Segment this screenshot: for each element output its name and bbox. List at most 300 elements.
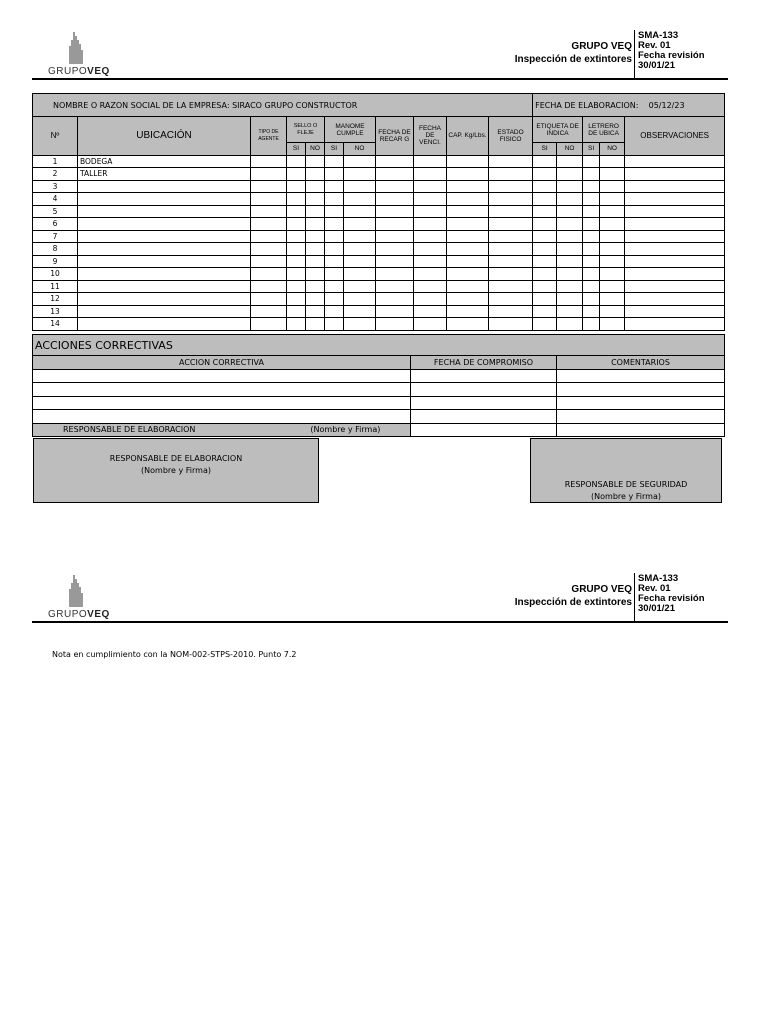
- table-cell[interactable]: [287, 293, 306, 306]
- cell[interactable]: [33, 369, 411, 383]
- table-cell[interactable]: [600, 168, 625, 181]
- col-cap: CAP. Kg/Lbs.: [447, 117, 489, 156]
- table-cell[interactable]: [533, 305, 557, 318]
- row-number: 9: [33, 255, 78, 268]
- table-cell[interactable]: [625, 305, 725, 318]
- table-cell[interactable]: [414, 293, 447, 306]
- table-cell[interactable]: [600, 205, 625, 218]
- table-cell[interactable]: [344, 230, 376, 243]
- table-cell[interactable]: [489, 168, 533, 181]
- elaboration-label: FECHA DE ELABORACION:: [535, 100, 639, 110]
- table-cell[interactable]: [325, 280, 344, 293]
- table-cell[interactable]: [344, 268, 376, 281]
- table-cell[interactable]: [533, 155, 557, 168]
- cell[interactable]: [411, 396, 557, 410]
- table-cell[interactable]: [344, 305, 376, 318]
- table-cell[interactable]: [376, 255, 414, 268]
- table-cell[interactable]: [287, 230, 306, 243]
- table-cell[interactable]: [489, 293, 533, 306]
- table-cell[interactable]: [600, 318, 625, 331]
- table-cell[interactable]: [625, 205, 725, 218]
- table-row: [33, 255, 725, 268]
- table-cell[interactable]: [625, 218, 725, 231]
- table-cell[interactable]: [325, 193, 344, 206]
- table-cell[interactable]: [447, 243, 489, 256]
- table-cell[interactable]: [325, 243, 344, 256]
- table-cell[interactable]: [600, 180, 625, 193]
- table-cell[interactable]: [287, 280, 306, 293]
- table-cell[interactable]: [447, 280, 489, 293]
- table-cell[interactable]: [306, 268, 325, 281]
- table-cell[interactable]: [489, 255, 533, 268]
- table-row: [33, 168, 725, 181]
- table-cell[interactable]: [251, 318, 287, 331]
- row-ubicacion[interactable]: TALLER: [78, 168, 251, 181]
- table-cell[interactable]: [489, 268, 533, 281]
- table-cell[interactable]: [414, 180, 447, 193]
- doc-code: SMA-133: [638, 573, 679, 584]
- table-cell[interactable]: [325, 180, 344, 193]
- table-cell[interactable]: [583, 293, 600, 306]
- row-ubicacion[interactable]: BODEGA: [78, 155, 251, 168]
- table-cell[interactable]: [306, 168, 325, 181]
- table-cell[interactable]: [287, 243, 306, 256]
- col-etiqueta-si: SI: [533, 143, 557, 156]
- col-comentarios: COMENTARIOS: [557, 356, 725, 370]
- table-cell[interactable]: [625, 318, 725, 331]
- revision-date-label: Fecha revisión: [638, 593, 705, 604]
- table-cell[interactable]: [376, 180, 414, 193]
- page-header: [32, 30, 728, 80]
- table-cell[interactable]: [533, 193, 557, 206]
- company-label: NOMBRE O RAZON SOCIAL DE LA EMPRESA: SIRACO GRUPO CONSTRUCTOR: [33, 94, 533, 117]
- signature-elaboration[interactable]: [33, 438, 319, 503]
- table-cell[interactable]: [344, 243, 376, 256]
- table-cell[interactable]: [447, 318, 489, 331]
- company-name: GRUPO VEQ: [571, 584, 632, 595]
- row-ubicacion[interactable]: [78, 218, 251, 231]
- doc-info-box: [634, 573, 728, 621]
- table-cell[interactable]: [376, 168, 414, 181]
- corrective-actions-table: [32, 334, 725, 437]
- table-cell[interactable]: [557, 318, 583, 331]
- row-number: 8: [33, 243, 78, 256]
- table-cell[interactable]: [414, 280, 447, 293]
- table-cell[interactable]: [325, 293, 344, 306]
- header-rule: [32, 621, 728, 623]
- table-cell[interactable]: [447, 180, 489, 193]
- table-cell[interactable]: [287, 193, 306, 206]
- table-cell[interactable]: [557, 205, 583, 218]
- col-recarga: FECHA DE RECAR G: [376, 117, 414, 156]
- table-cell[interactable]: [376, 230, 414, 243]
- table-cell[interactable]: [414, 305, 447, 318]
- table-cell[interactable]: [533, 280, 557, 293]
- table-cell[interactable]: [287, 155, 306, 168]
- form-title: Inspección de extintores: [514, 597, 632, 608]
- table-cell[interactable]: [287, 180, 306, 193]
- table-cell[interactable]: [447, 255, 489, 268]
- table-cell[interactable]: [344, 205, 376, 218]
- table-row: [33, 293, 725, 306]
- row-ubicacion[interactable]: [78, 305, 251, 318]
- cell[interactable]: [557, 410, 725, 424]
- table-cell[interactable]: [489, 218, 533, 231]
- table-cell[interactable]: [533, 268, 557, 281]
- table-cell[interactable]: [583, 218, 600, 231]
- table-cell[interactable]: [325, 218, 344, 231]
- table-cell[interactable]: [533, 180, 557, 193]
- table-cell[interactable]: [306, 230, 325, 243]
- table-cell[interactable]: [344, 193, 376, 206]
- doc-info-box: [634, 30, 728, 78]
- row-number: 13: [33, 305, 78, 318]
- table-cell[interactable]: [625, 293, 725, 306]
- table-cell[interactable]: [600, 193, 625, 206]
- table-cell[interactable]: [489, 318, 533, 331]
- table-cell[interactable]: [306, 155, 325, 168]
- table-cell[interactable]: [533, 230, 557, 243]
- row-number: 7: [33, 230, 78, 243]
- table-cell[interactable]: [447, 155, 489, 168]
- elaboration-date: 05/12/23: [648, 100, 685, 110]
- table-cell[interactable]: [533, 318, 557, 331]
- table-cell[interactable]: [557, 155, 583, 168]
- row-number: 10: [33, 268, 78, 281]
- table-cell[interactable]: [251, 205, 287, 218]
- doc-revision: Rev. 01: [638, 583, 671, 594]
- table-cell[interactable]: [533, 255, 557, 268]
- header-rule: [32, 78, 728, 80]
- table-cell[interactable]: [344, 180, 376, 193]
- table-cell[interactable]: [557, 180, 583, 193]
- table-cell[interactable]: [625, 255, 725, 268]
- table-cell[interactable]: [306, 305, 325, 318]
- table-row: [33, 218, 725, 231]
- col-num: Nº: [33, 117, 78, 156]
- table-cell[interactable]: [447, 193, 489, 206]
- table-cell[interactable]: [600, 155, 625, 168]
- table-cell[interactable]: [447, 218, 489, 231]
- table-cell[interactable]: [306, 318, 325, 331]
- signature-security-title: RESPONSABLE DE SEGURIDAD: [564, 480, 688, 489]
- table-cell[interactable]: [489, 193, 533, 206]
- table-cell[interactable]: [414, 243, 447, 256]
- table-cell[interactable]: [287, 205, 306, 218]
- row-number: 14: [33, 318, 78, 331]
- table-cell[interactable]: [325, 205, 344, 218]
- table-cell[interactable]: [344, 318, 376, 331]
- cell[interactable]: [557, 396, 725, 410]
- form-title: Inspección de extintores: [514, 54, 632, 65]
- table-cell[interactable]: [251, 218, 287, 231]
- table-cell[interactable]: [625, 193, 725, 206]
- signature-elaboration-title: RESPONSABLE DE ELABORACION: [109, 454, 243, 463]
- table-cell[interactable]: [251, 155, 287, 168]
- cell[interactable]: [33, 396, 411, 410]
- table-cell[interactable]: [325, 305, 344, 318]
- table-row: [33, 155, 725, 168]
- row-number: 5: [33, 205, 78, 218]
- table-row: [33, 205, 725, 218]
- table-cell[interactable]: [376, 218, 414, 231]
- row-ubicacion[interactable]: [78, 193, 251, 206]
- row-number: 11: [33, 280, 78, 293]
- table-cell[interactable]: [533, 218, 557, 231]
- table-cell[interactable]: [306, 180, 325, 193]
- table-cell[interactable]: [600, 230, 625, 243]
- table-cell[interactable]: [447, 268, 489, 281]
- table-cell[interactable]: [533, 243, 557, 256]
- table-cell[interactable]: [557, 193, 583, 206]
- table-cell[interactable]: [557, 230, 583, 243]
- table-row: [33, 230, 725, 243]
- table-cell[interactable]: [583, 168, 600, 181]
- table-cell[interactable]: [251, 255, 287, 268]
- table-cell[interactable]: [625, 155, 725, 168]
- col-accion: ACCION CORRECTIVA: [33, 356, 411, 370]
- table-cell[interactable]: [600, 293, 625, 306]
- cell[interactable]: [411, 423, 557, 437]
- table-row: [33, 318, 725, 331]
- table-cell[interactable]: [325, 168, 344, 181]
- table-cell[interactable]: [583, 268, 600, 281]
- table-cell[interactable]: [600, 243, 625, 256]
- table-cell[interactable]: [533, 168, 557, 181]
- table-cell[interactable]: [414, 268, 447, 281]
- logo-text: GRUPOVEQ: [48, 66, 110, 77]
- table-cell[interactable]: [376, 293, 414, 306]
- col-vencimiento: FECHA DE VENCI.: [414, 117, 447, 156]
- table-cell[interactable]: [414, 230, 447, 243]
- col-sello: SELLO O FLEJE: [287, 117, 325, 143]
- table-cell[interactable]: [625, 230, 725, 243]
- revision-date-label: Fecha revisión: [638, 50, 705, 61]
- table-cell[interactable]: [287, 218, 306, 231]
- row-ubicacion[interactable]: [78, 318, 251, 331]
- table-cell[interactable]: [376, 318, 414, 331]
- cell[interactable]: [411, 383, 557, 397]
- col-letrero-no: NO: [600, 143, 625, 156]
- table-cell[interactable]: [287, 305, 306, 318]
- table-cell[interactable]: [625, 243, 725, 256]
- table-cell[interactable]: [325, 155, 344, 168]
- table-cell[interactable]: [600, 280, 625, 293]
- row-ubicacion[interactable]: [78, 293, 251, 306]
- row-ubicacion[interactable]: [78, 205, 251, 218]
- col-sello-si: SI: [287, 143, 306, 156]
- table-cell[interactable]: [414, 168, 447, 181]
- table-cell[interactable]: [489, 230, 533, 243]
- col-letrero: LETRERO DE UBICA: [583, 117, 625, 143]
- row-number: 12: [33, 293, 78, 306]
- table-cell[interactable]: [489, 205, 533, 218]
- table-cell[interactable]: [489, 305, 533, 318]
- compliance-note: Nota en cumplimiento con la NOM-002-STPS-2010. Punto 7.2: [52, 650, 297, 659]
- table-cell[interactable]: [557, 293, 583, 306]
- table-cell[interactable]: [557, 280, 583, 293]
- table-cell[interactable]: [583, 193, 600, 206]
- table-cell[interactable]: [251, 268, 287, 281]
- row-number: 4: [33, 193, 78, 206]
- table-cell[interactable]: [583, 205, 600, 218]
- table-cell[interactable]: [251, 193, 287, 206]
- row-number: 3: [33, 180, 78, 193]
- table-cell[interactable]: [625, 280, 725, 293]
- signature-elaboration-sub: (Nombre y Firma): [141, 466, 211, 475]
- inspection-table: [32, 93, 725, 331]
- table-cell[interactable]: [376, 243, 414, 256]
- corrective-row: [33, 369, 725, 383]
- row-ubicacion[interactable]: [78, 180, 251, 193]
- table-cell[interactable]: [287, 268, 306, 281]
- cell[interactable]: [557, 369, 725, 383]
- col-fecha-compromiso: FECHA DE COMPROMISO: [411, 356, 557, 370]
- table-cell[interactable]: [344, 293, 376, 306]
- table-cell[interactable]: [414, 205, 447, 218]
- table-cell[interactable]: [583, 180, 600, 193]
- cell[interactable]: [557, 383, 725, 397]
- table-cell[interactable]: [306, 205, 325, 218]
- table-cell[interactable]: [325, 268, 344, 281]
- table-cell[interactable]: [447, 305, 489, 318]
- table-cell[interactable]: [414, 155, 447, 168]
- table-row: [33, 268, 725, 281]
- cell[interactable]: [33, 410, 411, 424]
- table-cell[interactable]: [306, 255, 325, 268]
- table-cell[interactable]: [325, 255, 344, 268]
- table-cell[interactable]: [414, 193, 447, 206]
- responsible-label: RESPONSABLE DE ELABORACION: [63, 425, 196, 435]
- col-manometro-no: NO: [344, 143, 376, 156]
- table-cell[interactable]: [447, 230, 489, 243]
- table-cell[interactable]: [557, 255, 583, 268]
- table-cell[interactable]: [306, 293, 325, 306]
- cell[interactable]: [33, 383, 411, 397]
- table-cell[interactable]: [306, 193, 325, 206]
- table-cell[interactable]: [251, 280, 287, 293]
- table-cell[interactable]: [287, 168, 306, 181]
- table-cell[interactable]: [251, 168, 287, 181]
- table-cell[interactable]: [344, 168, 376, 181]
- table-cell[interactable]: [600, 255, 625, 268]
- cell[interactable]: [557, 423, 725, 437]
- table-cell[interactable]: [251, 180, 287, 193]
- table-cell[interactable]: [344, 255, 376, 268]
- table-cell[interactable]: [251, 293, 287, 306]
- row-number: 1: [33, 155, 78, 168]
- table-cell[interactable]: [251, 243, 287, 256]
- table-row: [33, 280, 725, 293]
- table-row: [33, 305, 725, 318]
- cell[interactable]: [411, 410, 557, 424]
- doc-revision: Rev. 01: [638, 40, 671, 51]
- table-cell[interactable]: [376, 280, 414, 293]
- table-cell[interactable]: [489, 180, 533, 193]
- table-cell[interactable]: [600, 268, 625, 281]
- table-cell[interactable]: [625, 268, 725, 281]
- table-cell[interactable]: [414, 255, 447, 268]
- table-cell[interactable]: [306, 243, 325, 256]
- col-etiqueta: ETIQUETA DE INDICA: [533, 117, 583, 143]
- table-cell[interactable]: [583, 243, 600, 256]
- col-ubicacion: UBICACIÓN: [78, 117, 251, 156]
- header-title: [515, 583, 632, 609]
- row-ubicacion[interactable]: [78, 230, 251, 243]
- table-cell[interactable]: [557, 305, 583, 318]
- table-cell[interactable]: [344, 218, 376, 231]
- col-manometro-si: SI: [325, 143, 344, 156]
- table-cell[interactable]: [306, 280, 325, 293]
- inspection-rows: [33, 155, 725, 330]
- table-cell[interactable]: [557, 218, 583, 231]
- table-cell[interactable]: [489, 155, 533, 168]
- table-cell[interactable]: [414, 218, 447, 231]
- table-cell[interactable]: [557, 168, 583, 181]
- signature-security[interactable]: [530, 438, 722, 503]
- table-cell[interactable]: [376, 155, 414, 168]
- col-tipo: TIPO DE AGENTE: [251, 117, 287, 156]
- col-observaciones: OBSERVACIONES: [625, 117, 725, 156]
- corrective-title: ACCIONES CORRECTIVAS: [33, 335, 725, 356]
- table-cell[interactable]: [306, 218, 325, 231]
- table-cell[interactable]: [251, 305, 287, 318]
- table-cell[interactable]: [447, 168, 489, 181]
- table-cell[interactable]: [489, 243, 533, 256]
- table-cell[interactable]: [583, 155, 600, 168]
- table-cell[interactable]: [489, 280, 533, 293]
- table-cell[interactable]: [583, 230, 600, 243]
- table-cell[interactable]: [583, 305, 600, 318]
- table-cell[interactable]: [325, 230, 344, 243]
- table-cell[interactable]: [533, 205, 557, 218]
- row-ubicacion[interactable]: [78, 255, 251, 268]
- table-cell[interactable]: [583, 255, 600, 268]
- table-cell[interactable]: [625, 180, 725, 193]
- table-cell[interactable]: [583, 280, 600, 293]
- table-cell[interactable]: [600, 305, 625, 318]
- table-cell[interactable]: [287, 318, 306, 331]
- table-cell[interactable]: [600, 218, 625, 231]
- table-cell[interactable]: [376, 193, 414, 206]
- table-cell[interactable]: [251, 230, 287, 243]
- corrective-row: [33, 410, 725, 424]
- row-number: 6: [33, 218, 78, 231]
- table-cell[interactable]: [557, 243, 583, 256]
- table-cell[interactable]: [447, 205, 489, 218]
- table-cell[interactable]: [287, 255, 306, 268]
- revision-date: 30/01/21: [638, 603, 675, 614]
- table-cell[interactable]: [533, 293, 557, 306]
- row-ubicacion[interactable]: [78, 243, 251, 256]
- cell[interactable]: [411, 369, 557, 383]
- table-cell[interactable]: [583, 318, 600, 331]
- table-cell[interactable]: [325, 318, 344, 331]
- col-estado: ESTADO FISICO: [489, 117, 533, 156]
- table-cell[interactable]: [376, 268, 414, 281]
- table-cell[interactable]: [376, 305, 414, 318]
- table-cell[interactable]: [557, 268, 583, 281]
- table-cell[interactable]: [447, 293, 489, 306]
- table-cell[interactable]: [344, 280, 376, 293]
- table-cell[interactable]: [414, 318, 447, 331]
- table-cell[interactable]: [344, 155, 376, 168]
- row-ubicacion[interactable]: [78, 268, 251, 281]
- logo-text: GRUPOVEQ: [48, 609, 110, 620]
- table-cell[interactable]: [625, 168, 725, 181]
- row-ubicacion[interactable]: [78, 280, 251, 293]
- table-cell[interactable]: [376, 205, 414, 218]
